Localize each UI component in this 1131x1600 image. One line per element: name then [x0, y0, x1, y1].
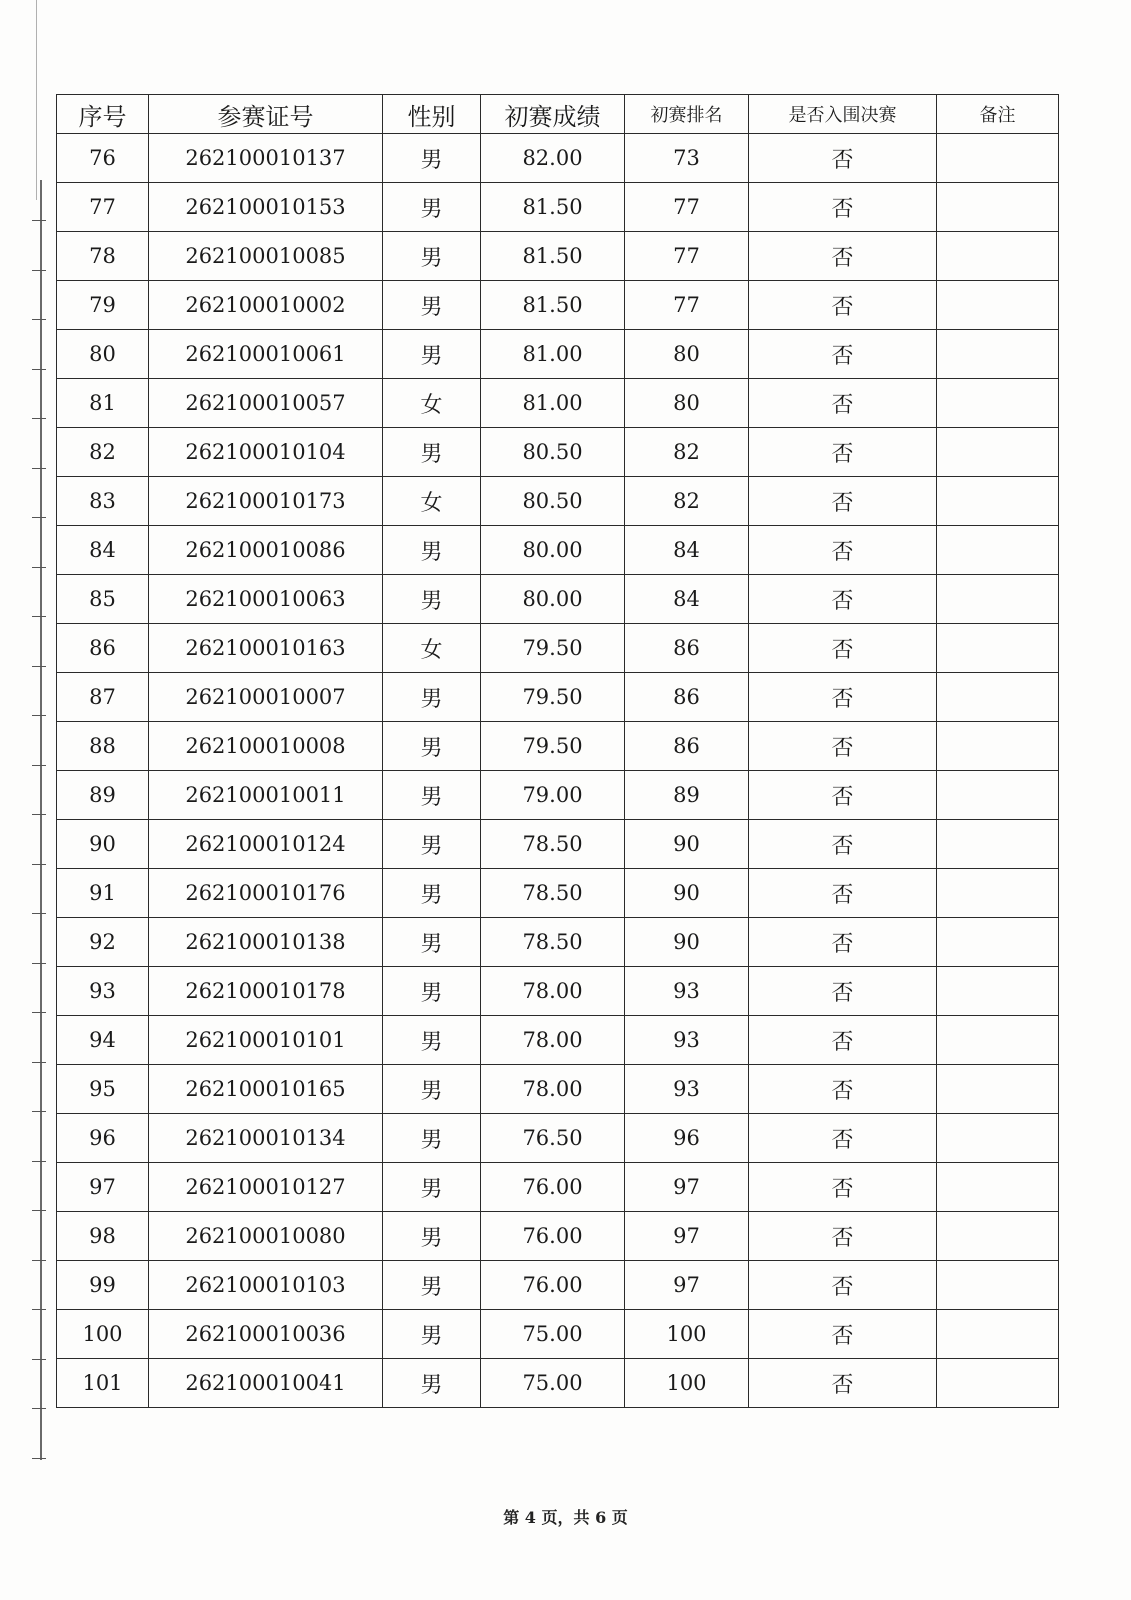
binding-tick: [32, 715, 46, 716]
cell-preliminary-score: 79.50: [481, 673, 625, 722]
cell-gender: 女: [383, 624, 481, 673]
cell-finalist-status: 否: [749, 673, 937, 722]
cell-preliminary-score: 79.50: [481, 722, 625, 771]
binding-tick: [32, 1309, 46, 1310]
cell-finalist-status: 否: [749, 281, 937, 330]
binding-tick: [32, 1210, 46, 1211]
cell-entry-number: 262100010080: [149, 1212, 383, 1261]
binding-tick: [32, 1062, 46, 1063]
cell-gender: 男: [383, 281, 481, 330]
cell-finalist-status: 否: [749, 771, 937, 820]
cell-preliminary-score: 78.50: [481, 869, 625, 918]
cell-serial-number: 91: [57, 869, 149, 918]
cell-finalist-status: 否: [749, 820, 937, 869]
table-row: [57, 1310, 1059, 1359]
cell-entry-number: 262100010138: [149, 918, 383, 967]
cell-entry-number: 262100010178: [149, 967, 383, 1016]
cell-serial-number: 89: [57, 771, 149, 820]
cell-finalist-status: 否: [749, 1310, 937, 1359]
table-row: [57, 918, 1059, 967]
cell-finalist-status: 否: [749, 183, 937, 232]
cell-serial-number: 98: [57, 1212, 149, 1261]
cell-gender: 女: [383, 477, 481, 526]
cell-preliminary-score: 81.50: [481, 232, 625, 281]
cell-entry-number: 262100010103: [149, 1261, 383, 1310]
cell-preliminary-score: 78.00: [481, 1016, 625, 1065]
cell-remarks: [937, 869, 1059, 918]
cell-finalist-status: 否: [749, 330, 937, 379]
table-row: [57, 575, 1059, 624]
cell-preliminary-rank: 86: [625, 624, 749, 673]
cell-entry-number: 262100010085: [149, 232, 383, 281]
cell-preliminary-rank: 100: [625, 1310, 749, 1359]
table-row: [57, 477, 1059, 526]
cell-preliminary-score: 79.50: [481, 624, 625, 673]
table-row: [57, 1359, 1059, 1408]
cell-gender: 男: [383, 1016, 481, 1065]
cell-gender: 男: [383, 1212, 481, 1261]
cell-finalist-status: 否: [749, 1163, 937, 1212]
cell-serial-number: 99: [57, 1261, 149, 1310]
table-row: [57, 673, 1059, 722]
cell-gender: 男: [383, 330, 481, 379]
cell-gender: 男: [383, 673, 481, 722]
header-preliminary-score: 初赛成绩: [481, 95, 625, 134]
table-row: [57, 134, 1059, 183]
cell-preliminary-score: 80.00: [481, 526, 625, 575]
cell-serial-number: 77: [57, 183, 149, 232]
cell-gender: 男: [383, 967, 481, 1016]
table-row: [57, 379, 1059, 428]
cell-finalist-status: 否: [749, 967, 937, 1016]
cell-entry-number: 262100010057: [149, 379, 383, 428]
cell-preliminary-score: 80.00: [481, 575, 625, 624]
cell-preliminary-score: 75.00: [481, 1310, 625, 1359]
cell-preliminary-score: 82.00: [481, 134, 625, 183]
cell-preliminary-rank: 93: [625, 1065, 749, 1114]
binding-tick: [32, 1458, 46, 1459]
cell-gender: 男: [383, 1261, 481, 1310]
cell-remarks: [937, 771, 1059, 820]
cell-gender: 男: [383, 869, 481, 918]
cell-entry-number: 262100010008: [149, 722, 383, 771]
cell-gender: 男: [383, 1114, 481, 1163]
cell-remarks: [937, 575, 1059, 624]
header-finalist-status: 是否入围决赛: [749, 95, 937, 134]
cell-preliminary-score: 76.00: [481, 1261, 625, 1310]
cell-preliminary-score: 80.50: [481, 477, 625, 526]
binding-tick: [32, 1359, 46, 1360]
cell-remarks: [937, 1212, 1059, 1261]
cell-preliminary-score: 78.00: [481, 1065, 625, 1114]
cell-serial-number: 101: [57, 1359, 149, 1408]
cell-finalist-status: 否: [749, 1114, 937, 1163]
cell-preliminary-rank: 90: [625, 918, 749, 967]
cell-remarks: [937, 428, 1059, 477]
cell-gender: 男: [383, 1065, 481, 1114]
cell-finalist-status: 否: [749, 575, 937, 624]
table-row: [57, 1261, 1059, 1310]
cell-gender: 男: [383, 722, 481, 771]
cell-entry-number: 262100010137: [149, 134, 383, 183]
cell-gender: 男: [383, 1310, 481, 1359]
cell-gender: 男: [383, 575, 481, 624]
cell-entry-number: 262100010086: [149, 526, 383, 575]
binding-tick: [32, 418, 46, 419]
cell-finalist-status: 否: [749, 477, 937, 526]
table-row: [57, 1212, 1059, 1261]
cell-preliminary-score: 78.00: [481, 967, 625, 1016]
cell-finalist-status: 否: [749, 1261, 937, 1310]
cell-entry-number: 262100010101: [149, 1016, 383, 1065]
cell-entry-number: 262100010061: [149, 330, 383, 379]
cell-remarks: [937, 722, 1059, 771]
table-row: [57, 281, 1059, 330]
cell-preliminary-score: 81.50: [481, 281, 625, 330]
cell-preliminary-rank: 90: [625, 869, 749, 918]
table-row: [57, 428, 1059, 477]
binding-tick: [32, 1260, 46, 1261]
cell-remarks: [937, 1261, 1059, 1310]
cell-preliminary-rank: 80: [625, 379, 749, 428]
cell-preliminary-score: 75.00: [481, 1359, 625, 1408]
binding-tick: [32, 1111, 46, 1112]
binding-tick: [32, 319, 46, 320]
cell-remarks: [937, 232, 1059, 281]
cell-preliminary-rank: 77: [625, 232, 749, 281]
cell-preliminary-rank: 93: [625, 1016, 749, 1065]
cell-serial-number: 80: [57, 330, 149, 379]
table-row: [57, 722, 1059, 771]
cell-finalist-status: 否: [749, 1359, 937, 1408]
binding-tick: [32, 864, 46, 865]
cell-preliminary-rank: 77: [625, 183, 749, 232]
cell-preliminary-rank: 89: [625, 771, 749, 820]
cell-serial-number: 88: [57, 722, 149, 771]
cell-entry-number: 262100010127: [149, 1163, 383, 1212]
cell-serial-number: 83: [57, 477, 149, 526]
cell-preliminary-rank: 82: [625, 477, 749, 526]
table-row: [57, 232, 1059, 281]
table-row: [57, 967, 1059, 1016]
cell-remarks: [937, 820, 1059, 869]
cell-preliminary-rank: 97: [625, 1163, 749, 1212]
cell-preliminary-score: 79.00: [481, 771, 625, 820]
cell-gender: 男: [383, 1359, 481, 1408]
cell-gender: 男: [383, 918, 481, 967]
cell-entry-number: 262100010007: [149, 673, 383, 722]
cell-serial-number: 90: [57, 820, 149, 869]
cell-preliminary-rank: 84: [625, 575, 749, 624]
table-row: [57, 1065, 1059, 1114]
cell-entry-number: 262100010011: [149, 771, 383, 820]
cell-gender: 男: [383, 820, 481, 869]
cell-preliminary-rank: 86: [625, 722, 749, 771]
cell-serial-number: 76: [57, 134, 149, 183]
cell-gender: 男: [383, 134, 481, 183]
header-row: [57, 95, 1059, 134]
binding-edge-line: [36, 0, 37, 200]
cell-serial-number: 100: [57, 1310, 149, 1359]
table-row: [57, 526, 1059, 575]
cell-gender: 男: [383, 183, 481, 232]
cell-serial-number: 92: [57, 918, 149, 967]
cell-finalist-status: 否: [749, 869, 937, 918]
cell-remarks: [937, 379, 1059, 428]
cell-preliminary-rank: 97: [625, 1212, 749, 1261]
cell-remarks: [937, 1359, 1059, 1408]
binding-tick: [32, 1161, 46, 1162]
cell-finalist-status: 否: [749, 232, 937, 281]
binding-tick: [32, 765, 46, 766]
table-row: [57, 330, 1059, 379]
cell-serial-number: 95: [57, 1065, 149, 1114]
cell-preliminary-score: 81.50: [481, 183, 625, 232]
cell-entry-number: 262100010036: [149, 1310, 383, 1359]
cell-entry-number: 262100010153: [149, 183, 383, 232]
header-serial-number: 序号: [57, 95, 149, 134]
cell-preliminary-rank: 96: [625, 1114, 749, 1163]
cell-gender: 男: [383, 232, 481, 281]
binding-tick: [32, 616, 46, 617]
table-row: [57, 1114, 1059, 1163]
binding-tick: [32, 1012, 46, 1013]
cell-remarks: [937, 1114, 1059, 1163]
cell-preliminary-score: 80.50: [481, 428, 625, 477]
cell-serial-number: 97: [57, 1163, 149, 1212]
cell-remarks: [937, 673, 1059, 722]
cell-preliminary-score: 76.00: [481, 1163, 625, 1212]
cell-serial-number: 93: [57, 967, 149, 1016]
binding-tick: [32, 913, 46, 914]
cell-preliminary-score: 78.50: [481, 918, 625, 967]
binding-tick: [32, 468, 46, 469]
cell-serial-number: 87: [57, 673, 149, 722]
cell-preliminary-rank: 86: [625, 673, 749, 722]
cell-remarks: [937, 330, 1059, 379]
binding-tick: [32, 963, 46, 964]
cell-remarks: [937, 967, 1059, 1016]
cell-gender: 男: [383, 771, 481, 820]
cell-gender: 男: [383, 1163, 481, 1212]
binding-tick: [32, 270, 46, 271]
binding-tick: [32, 814, 46, 815]
table-row: [57, 1016, 1059, 1065]
cell-serial-number: 84: [57, 526, 149, 575]
cell-remarks: [937, 526, 1059, 575]
cell-finalist-status: 否: [749, 624, 937, 673]
cell-preliminary-rank: 80: [625, 330, 749, 379]
binding-tick: [32, 517, 46, 518]
cell-preliminary-score: 76.50: [481, 1114, 625, 1163]
cell-entry-number: 262100010176: [149, 869, 383, 918]
cell-entry-number: 262100010104: [149, 428, 383, 477]
cell-remarks: [937, 918, 1059, 967]
table-row: [57, 869, 1059, 918]
cell-serial-number: 94: [57, 1016, 149, 1065]
cell-serial-number: 96: [57, 1114, 149, 1163]
binding-tick: [32, 567, 46, 568]
cell-preliminary-rank: 93: [625, 967, 749, 1016]
cell-preliminary-rank: 100: [625, 1359, 749, 1408]
cell-remarks: [937, 624, 1059, 673]
cell-entry-number: 262100010165: [149, 1065, 383, 1114]
binding-tick: [32, 220, 46, 221]
cell-serial-number: 82: [57, 428, 149, 477]
page-number-footer: 第 4 页，共 6 页: [503, 1508, 628, 1527]
cell-remarks: [937, 183, 1059, 232]
cell-gender: 女: [383, 379, 481, 428]
cell-preliminary-rank: 73: [625, 134, 749, 183]
cell-gender: 男: [383, 428, 481, 477]
cell-remarks: [937, 134, 1059, 183]
binding-tick: [32, 369, 46, 370]
header-preliminary-rank: 初赛排名: [625, 95, 749, 134]
cell-finalist-status: 否: [749, 1065, 937, 1114]
cell-remarks: [937, 281, 1059, 330]
cell-entry-number: 262100010173: [149, 477, 383, 526]
cell-entry-number: 262100010124: [149, 820, 383, 869]
cell-entry-number: 262100010134: [149, 1114, 383, 1163]
cell-entry-number: 262100010063: [149, 575, 383, 624]
header-gender: 性别: [383, 95, 481, 134]
cell-remarks: [937, 1163, 1059, 1212]
binding-tick: [32, 1408, 46, 1409]
cell-remarks: [937, 477, 1059, 526]
cell-finalist-status: 否: [749, 1212, 937, 1261]
cell-finalist-status: 否: [749, 918, 937, 967]
cell-finalist-status: 否: [749, 134, 937, 183]
cell-preliminary-score: 81.00: [481, 379, 625, 428]
cell-preliminary-score: 78.50: [481, 820, 625, 869]
cell-finalist-status: 否: [749, 722, 937, 771]
cell-finalist-status: 否: [749, 379, 937, 428]
cell-preliminary-rank: 90: [625, 820, 749, 869]
table-body: [57, 134, 1059, 1408]
cell-preliminary-rank: 77: [625, 281, 749, 330]
table-row: [57, 1163, 1059, 1212]
cell-serial-number: 79: [57, 281, 149, 330]
cell-preliminary-score: 76.00: [481, 1212, 625, 1261]
cell-entry-number: 262100010002: [149, 281, 383, 330]
table-row: [57, 183, 1059, 232]
cell-remarks: [937, 1310, 1059, 1359]
cell-preliminary-rank: 97: [625, 1261, 749, 1310]
binding-tick-marks: [32, 180, 52, 1460]
cell-entry-number: 262100010041: [149, 1359, 383, 1408]
cell-finalist-status: 否: [749, 428, 937, 477]
cell-remarks: [937, 1065, 1059, 1114]
binding-tick: [32, 666, 46, 667]
cell-finalist-status: 否: [749, 1016, 937, 1065]
table-row: [57, 820, 1059, 869]
header-remarks: 备注: [937, 95, 1059, 134]
score-table: [56, 94, 1059, 1408]
cell-remarks: [937, 1016, 1059, 1065]
cell-serial-number: 78: [57, 232, 149, 281]
cell-serial-number: 85: [57, 575, 149, 624]
cell-gender: 男: [383, 526, 481, 575]
cell-entry-number: 262100010163: [149, 624, 383, 673]
cell-finalist-status: 否: [749, 526, 937, 575]
table-row: [57, 771, 1059, 820]
header-entry-number: 参赛证号: [149, 95, 383, 134]
cell-preliminary-score: 81.00: [481, 330, 625, 379]
cell-serial-number: 86: [57, 624, 149, 673]
cell-serial-number: 81: [57, 379, 149, 428]
cell-preliminary-rank: 84: [625, 526, 749, 575]
cell-preliminary-rank: 82: [625, 428, 749, 477]
table-row: [57, 624, 1059, 673]
